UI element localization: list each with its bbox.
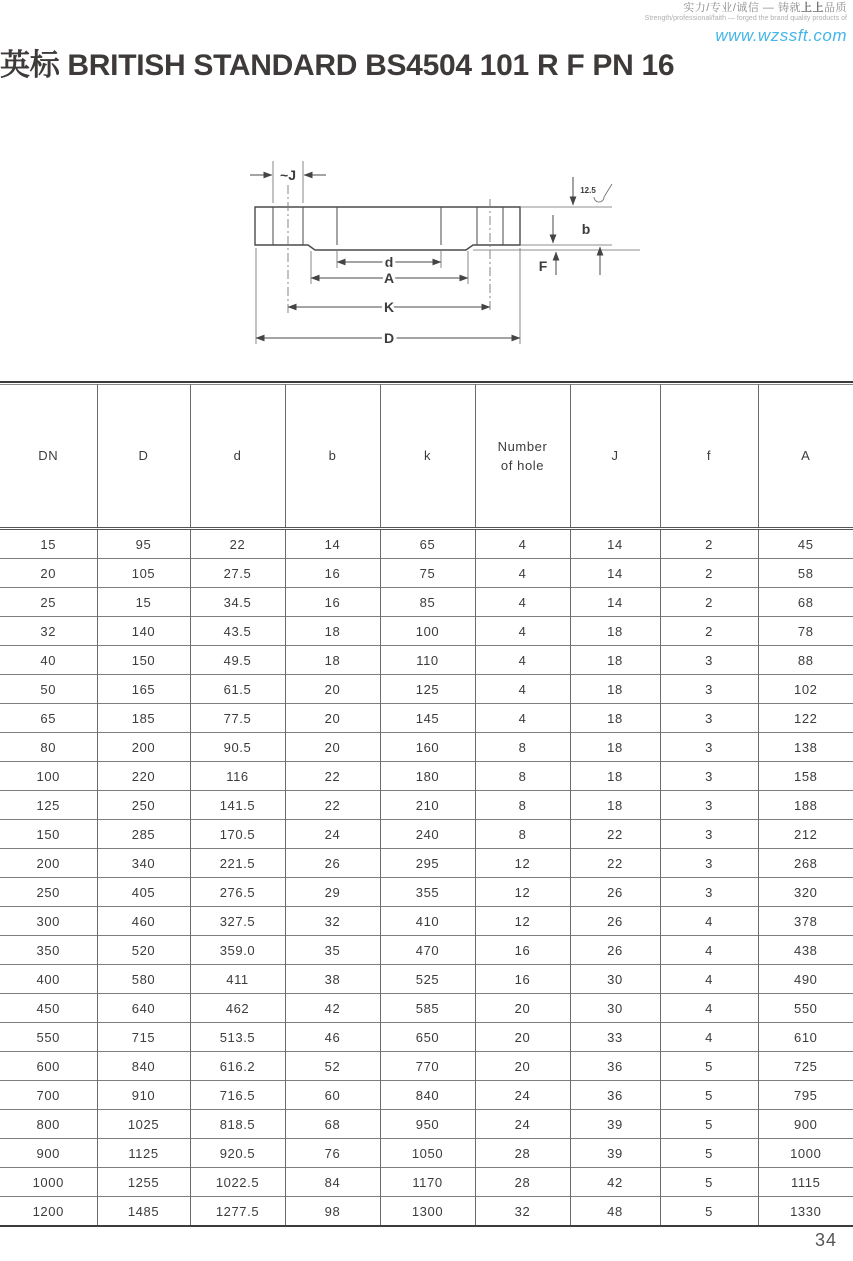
table-cell: 26 <box>285 849 380 878</box>
table-cell: 725 <box>758 1052 853 1081</box>
table-cell: 46 <box>285 1023 380 1052</box>
table-cell: 462 <box>190 994 285 1023</box>
table-cell: 140 <box>97 617 190 646</box>
table-row <box>0 733 853 762</box>
table-cell: 438 <box>758 936 853 965</box>
table-cell: 4 <box>475 588 570 617</box>
roughness-icon <box>594 197 604 202</box>
table-cell: 42 <box>570 1168 660 1197</box>
table-cell: 20 <box>475 1023 570 1052</box>
table-cell: 910 <box>97 1081 190 1110</box>
table-cell: 36 <box>570 1052 660 1081</box>
table-cell: 4 <box>475 529 570 559</box>
table-cell: 122 <box>758 704 853 733</box>
col-header-j <box>570 385 660 529</box>
table-cell: 165 <box>97 675 190 704</box>
table-cell: 520 <box>97 936 190 965</box>
table-cell: 68 <box>758 588 853 617</box>
table-cell: 716.5 <box>190 1081 285 1110</box>
table-cell: 20 <box>475 1052 570 1081</box>
table-cell: 5 <box>660 1052 758 1081</box>
table-cell: 14 <box>570 529 660 559</box>
page-number: 34 <box>814 1230 837 1250</box>
header-row <box>0 385 853 529</box>
table-cell: 61.5 <box>190 675 285 704</box>
table-cell: 15 <box>97 588 190 617</box>
table-cell: 5 <box>660 1081 758 1110</box>
table-cell: 250 <box>0 878 97 907</box>
table-cell: 12 <box>475 907 570 936</box>
table-cell: 4 <box>660 994 758 1023</box>
table-cell: 75 <box>380 559 475 588</box>
table-cell: 22 <box>285 762 380 791</box>
table-row <box>0 1081 853 1110</box>
table-cell: 8 <box>475 733 570 762</box>
spec-table <box>0 384 853 1225</box>
table-cell: 550 <box>0 1023 97 1052</box>
table-cell: 1170 <box>380 1168 475 1197</box>
table-cell: 1125 <box>97 1139 190 1168</box>
table-cell: 105 <box>97 559 190 588</box>
table-cell: 18 <box>570 704 660 733</box>
dim-label-k: K <box>383 299 395 315</box>
dim-label-d: d <box>384 254 394 270</box>
table-cell: 340 <box>97 849 190 878</box>
table-cell: 220 <box>97 762 190 791</box>
table-row <box>0 936 853 965</box>
table-cell: 32 <box>475 1197 570 1226</box>
table-row <box>0 588 853 617</box>
page-title: 英标 BRITISH STANDARD BS4504 101 R F PN 16 <box>0 49 675 82</box>
table-row <box>0 1139 853 1168</box>
table-cell: 34.5 <box>190 588 285 617</box>
table-cell: 49.5 <box>190 646 285 675</box>
table-cell: 200 <box>0 849 97 878</box>
table-cell: 359.0 <box>190 936 285 965</box>
table-cell: 26 <box>570 907 660 936</box>
table-cell: 15 <box>40 536 57 552</box>
table-cell: 8 <box>475 762 570 791</box>
table-cell: 460 <box>97 907 190 936</box>
table-cell: 29 <box>285 878 380 907</box>
table-cell: 4 <box>660 936 758 965</box>
table-cell: 1022.5 <box>190 1168 285 1197</box>
table-cell: 150 <box>97 646 190 675</box>
table-cell: 38 <box>285 965 380 994</box>
table-cell: 26 <box>570 936 660 965</box>
table-row <box>0 762 853 791</box>
table-cell: 98 <box>285 1197 380 1226</box>
table-cell: 221.5 <box>190 849 285 878</box>
col-header-b <box>285 385 380 529</box>
table-cell: 4 <box>475 617 570 646</box>
table-cell: 610 <box>758 1023 853 1052</box>
table-cell: 3 <box>660 791 758 820</box>
table-cell: 125 <box>0 791 97 820</box>
table-cell: 470 <box>380 936 475 965</box>
table-header <box>0 385 853 529</box>
table-cell: 840 <box>380 1081 475 1110</box>
table-row <box>0 529 853 559</box>
col-header-label: D <box>138 448 149 464</box>
table-row <box>0 675 853 704</box>
table-cell: 5 <box>660 1168 758 1197</box>
table-cell: 2 <box>660 617 758 646</box>
table-cell: 27.5 <box>190 559 285 588</box>
table-cell: 43.5 <box>190 617 285 646</box>
table-cell: 60 <box>285 1081 380 1110</box>
table-cell: 1050 <box>380 1139 475 1168</box>
table-cell: 20 <box>0 559 97 588</box>
table-cell: 3 <box>660 675 758 704</box>
table-cell: 770 <box>380 1052 475 1081</box>
table-cell: 350 <box>0 936 97 965</box>
table-cell: 715 <box>97 1023 190 1052</box>
table-row <box>0 965 853 994</box>
table-cell: 24 <box>475 1081 570 1110</box>
table-cell: 8 <box>475 791 570 820</box>
brand-slogan-cn <box>645 2 847 15</box>
col-header-label: k <box>423 448 432 464</box>
table-cell: 600 <box>0 1052 97 1081</box>
table-cell: 22 <box>570 820 660 849</box>
table-body <box>0 529 853 1226</box>
table-cell: 3 <box>660 646 758 675</box>
dim-label-b: b <box>581 221 591 237</box>
col-header-label: b <box>328 448 337 464</box>
table-cell: 4 <box>660 907 758 936</box>
table-cell: 16 <box>285 559 380 588</box>
table-cell: 12 <box>475 849 570 878</box>
table-row <box>0 1023 853 1052</box>
dim-label-a: A <box>383 270 395 286</box>
col-header-label: J <box>611 448 619 464</box>
dim-label-dd: D <box>383 330 395 346</box>
spec-table-wrap <box>0 381 853 1227</box>
table-cell: 525 <box>380 965 475 994</box>
table-cell: 32 <box>0 617 97 646</box>
table-row <box>0 849 853 878</box>
table-cell: 18 <box>285 646 380 675</box>
table-cell: 300 <box>0 907 97 936</box>
table-cell: 141.5 <box>190 791 285 820</box>
table-cell: 26 <box>570 878 660 907</box>
table-cell: 18 <box>570 762 660 791</box>
table-cell: 4 <box>475 646 570 675</box>
table-cell: 160 <box>380 733 475 762</box>
table-cell: 20 <box>285 675 380 704</box>
table-cell: 1255 <box>97 1168 190 1197</box>
table-cell: 840 <box>97 1052 190 1081</box>
col-header-label: d <box>233 448 242 464</box>
table-cell: 138 <box>758 733 853 762</box>
table-row <box>0 1110 853 1139</box>
table-cell: 16 <box>475 936 570 965</box>
dim-label-j: ~J <box>280 167 296 183</box>
table-cell: 150 <box>0 820 97 849</box>
table-cell: 20 <box>285 733 380 762</box>
table-cell: 1025 <box>97 1110 190 1139</box>
table-cell: 1330 <box>758 1197 853 1226</box>
table-cell: 16 <box>285 588 380 617</box>
table-cell: 68 <box>285 1110 380 1139</box>
table-cell: 16 <box>475 965 570 994</box>
table-cell: 920.5 <box>190 1139 285 1168</box>
table-cell: 1485 <box>97 1197 190 1226</box>
brand-slogan-en: Strength/professional/faith — forged the brand quality products of <box>644 15 847 23</box>
col-header-label: DN <box>38 448 59 464</box>
table-cell: 116 <box>190 762 285 791</box>
table-cell: 100 <box>380 617 475 646</box>
brand-header <box>645 2 847 46</box>
table-cell: 39 <box>570 1110 660 1139</box>
table-cell: 20 <box>475 994 570 1023</box>
table-cell: 900 <box>0 1139 97 1168</box>
table-cell: 700 <box>0 1081 97 1110</box>
table-row <box>0 704 853 733</box>
table-cell: 5 <box>660 1110 758 1139</box>
table-row <box>0 878 853 907</box>
table-cell: 84 <box>285 1168 380 1197</box>
table-cell: 35 <box>285 936 380 965</box>
col-header-a <box>758 385 853 529</box>
table-cell: 2 <box>660 559 758 588</box>
table-cell: 5 <box>660 1197 758 1226</box>
table-row <box>0 1052 853 1081</box>
table-cell: 3 <box>660 820 758 849</box>
table-cell: 4 <box>475 675 570 704</box>
table-cell: 580 <box>97 965 190 994</box>
table-cell: 1200 <box>0 1197 97 1226</box>
table-cell: 585 <box>380 994 475 1023</box>
table-cell: 22 <box>190 529 285 559</box>
table-cell: 818.5 <box>190 1110 285 1139</box>
table-cell: 212 <box>758 820 853 849</box>
table-cell: 4 <box>660 965 758 994</box>
table-cell: 65 <box>380 529 475 559</box>
table-cell: 12 <box>475 878 570 907</box>
table-cell: 14 <box>570 559 660 588</box>
table-cell: 4 <box>660 1023 758 1052</box>
table-cell: 1277.5 <box>190 1197 285 1226</box>
table-cell: 411 <box>190 965 285 994</box>
table-cell: 18 <box>570 617 660 646</box>
table-cell: 355 <box>380 878 475 907</box>
table-cell: 24 <box>475 1110 570 1139</box>
table-cell: 1300 <box>380 1197 475 1226</box>
table-row <box>0 646 853 675</box>
col-header-label: A <box>801 448 811 464</box>
table-cell: 240 <box>380 820 475 849</box>
table-cell: 5 <box>660 1139 758 1168</box>
table-cell: 2 <box>660 588 758 617</box>
table-cell: 28 <box>475 1168 570 1197</box>
table-cell: 85 <box>380 588 475 617</box>
table-cell: 3 <box>660 878 758 907</box>
flange-diagram <box>0 155 853 365</box>
table-cell: 3 <box>660 733 758 762</box>
table-cell: 90.5 <box>190 733 285 762</box>
table-row <box>0 791 853 820</box>
table-cell: 22 <box>570 849 660 878</box>
table-row <box>0 1197 853 1226</box>
table-cell: 30 <box>570 965 660 994</box>
table-cell: 180 <box>380 762 475 791</box>
brand-slogan-cn-post: 品质 <box>824 2 847 14</box>
table-cell: 110 <box>380 646 475 675</box>
table-cell: 78 <box>758 617 853 646</box>
table-cell: 550 <box>758 994 853 1023</box>
table-cell: 405 <box>97 878 190 907</box>
table-cell: 327.5 <box>190 907 285 936</box>
table-cell: 285 <box>97 820 190 849</box>
table-cell: 76 <box>285 1139 380 1168</box>
table-cell: 378 <box>758 907 853 936</box>
table-cell: 268 <box>758 849 853 878</box>
col-header-k <box>380 385 475 529</box>
table-cell: 276.5 <box>190 878 285 907</box>
table-cell: 24 <box>285 820 380 849</box>
brand-slogan-cn-bold: 上上 <box>801 2 824 14</box>
dim-label-f: F <box>538 258 548 274</box>
website-link[interactable]: www.wzssft.com <box>715 25 847 45</box>
table-row <box>0 559 853 588</box>
table-cell: 250 <box>97 791 190 820</box>
roughness-value: 12.5 <box>580 186 596 195</box>
table-cell: 50 <box>0 675 97 704</box>
table-cell: 80 <box>0 733 97 762</box>
table-cell: 45 <box>758 529 853 559</box>
table-cell: 185 <box>97 704 190 733</box>
table-cell: 400 <box>0 965 97 994</box>
table-cell: 513.5 <box>190 1023 285 1052</box>
table-cell: 18 <box>285 617 380 646</box>
table-cell: 52 <box>285 1052 380 1081</box>
col-header-d-lower <box>190 385 285 529</box>
table-cell: 320 <box>758 878 853 907</box>
table-cell: 102 <box>758 675 853 704</box>
table-cell: 14 <box>570 588 660 617</box>
table-cell: 616.2 <box>190 1052 285 1081</box>
col-header-label: f <box>706 448 712 464</box>
table-cell: 39 <box>570 1139 660 1168</box>
table-cell: 65 <box>0 704 97 733</box>
table-cell: 32 <box>285 907 380 936</box>
table-cell: 18 <box>570 791 660 820</box>
table-cell: 950 <box>380 1110 475 1139</box>
table-cell: 58 <box>758 559 853 588</box>
table-cell: 800 <box>0 1110 97 1139</box>
table-cell: 18 <box>570 646 660 675</box>
table-cell: 200 <box>97 733 190 762</box>
table-cell: 210 <box>380 791 475 820</box>
col-header-number-of-hole <box>475 385 570 529</box>
table-cell: 20 <box>285 704 380 733</box>
table-cell: 145 <box>380 704 475 733</box>
table-row <box>0 820 853 849</box>
table-cell: 4 <box>475 559 570 588</box>
table-cell: 170.5 <box>190 820 285 849</box>
table-cell: 295 <box>380 849 475 878</box>
table-cell: 95 <box>97 529 190 559</box>
table-cell: 188 <box>758 791 853 820</box>
table-cell: 40 <box>0 646 97 675</box>
table-row <box>0 907 853 936</box>
table-cell: 42 <box>285 994 380 1023</box>
table-cell: 22 <box>285 791 380 820</box>
col-header-dn <box>0 385 97 529</box>
flange-body-outline <box>255 207 520 250</box>
table-row <box>0 1168 853 1197</box>
table-cell: 30 <box>570 994 660 1023</box>
table-row <box>0 617 853 646</box>
table-cell: 18 <box>570 675 660 704</box>
table-cell: 900 <box>758 1110 853 1139</box>
col-header-f <box>660 385 758 529</box>
table-cell: 158 <box>758 762 853 791</box>
table-cell: 28 <box>475 1139 570 1168</box>
table-cell: 640 <box>97 994 190 1023</box>
brand-slogan-cn-pre: 实力/专业/诚信 — 铸就 <box>683 2 801 14</box>
table-cell: 2 <box>660 529 758 559</box>
col-header-d-upper <box>97 385 190 529</box>
table-cell: 18 <box>570 733 660 762</box>
table-cell: 3 <box>660 704 758 733</box>
table-cell: 450 <box>0 994 97 1023</box>
table-cell: 1000 <box>0 1168 97 1197</box>
table-cell: 650 <box>380 1023 475 1052</box>
table-cell: 36 <box>570 1081 660 1110</box>
table-cell: 77.5 <box>190 704 285 733</box>
table-cell: 25 <box>0 588 97 617</box>
table-cell: 100 <box>0 762 97 791</box>
table-cell: 33 <box>570 1023 660 1052</box>
col-header-label: Number of hole <box>497 438 548 473</box>
table-cell: 490 <box>758 965 853 994</box>
table-cell: 4 <box>475 704 570 733</box>
table-cell: 125 <box>380 675 475 704</box>
table-cell: 48 <box>570 1197 660 1226</box>
table-cell: 1115 <box>758 1168 853 1197</box>
table-cell: 3 <box>660 849 758 878</box>
table-cell: 410 <box>380 907 475 936</box>
table-cell: 1000 <box>758 1139 853 1168</box>
table-cell: 795 <box>758 1081 853 1110</box>
table-cell: 3 <box>660 762 758 791</box>
table-cell: 88 <box>758 646 853 675</box>
table-row <box>0 994 853 1023</box>
table-cell: 8 <box>475 820 570 849</box>
table-cell: 14 <box>285 529 380 559</box>
